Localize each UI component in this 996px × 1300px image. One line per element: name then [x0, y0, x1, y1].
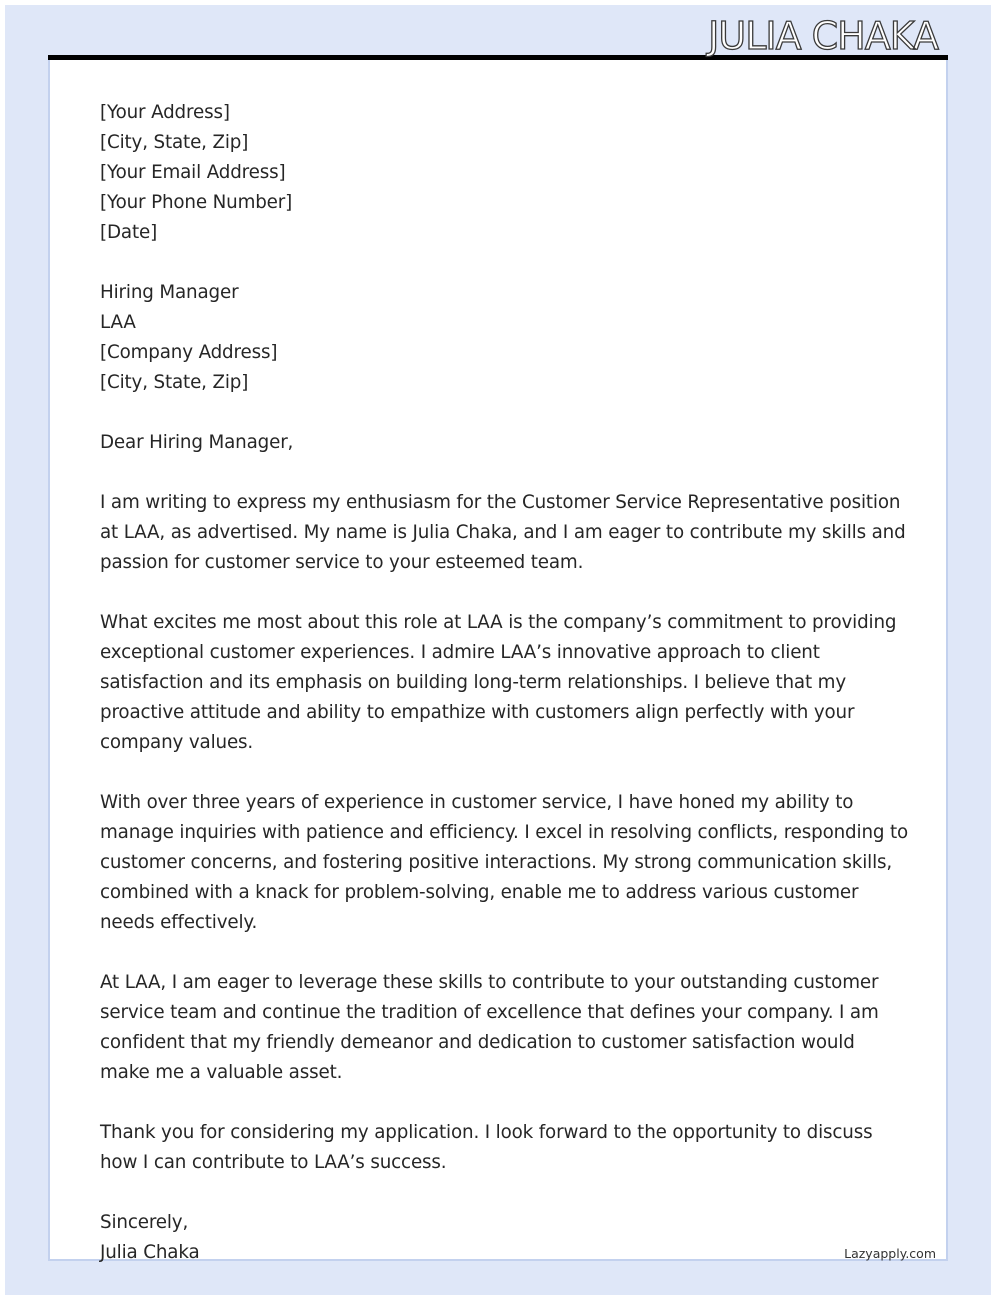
valediction: Sincerely,: [100, 1212, 189, 1233]
applicant-name-header: JULIA CHAKA: [708, 14, 938, 58]
sender-address: [Your Address]: [100, 102, 230, 123]
footer-watermark: Lazyapply.com: [844, 1246, 936, 1261]
recipient-title: Hiring Manager: [100, 282, 239, 303]
paragraph-closing: Thank you for considering my application. I look forward to the opportunity to discuss how I can contribute to LAA’s success.: [100, 1122, 873, 1173]
letter-date: [Date]: [100, 222, 158, 243]
paragraph-experience: With over three years of experience in customer service, I have honed my ability to manage inquiries with patience and efficiency. I excel in resolving conflicts, responding to customer concerns, and fostering positive interactions. My strong communication skills, combined with a knack for problem-solving, enable me to address various customer needs effectively.: [100, 792, 909, 933]
sender-phone: [Your Phone Number]: [100, 192, 293, 213]
recipient-city: [City, State, Zip]: [100, 372, 249, 393]
salutation: Dear Hiring Manager,: [100, 432, 294, 453]
signature-name: Julia Chaka: [100, 1242, 200, 1263]
closing-block: [100, 1208, 896, 1268]
paragraph-motivation: What excites me most about this role at LAA is the company’s commitment to providing exceptional customer experiences. I admire LAA’s innovative approach to client satisfaction and its emphasis on building long-term relationships. I believe that my proactive attitude and ability to empathize with customers align perfectly with your company values.: [100, 612, 897, 753]
paragraph-intro: I am writing to express my enthusiasm for the Customer Service Representative position at LAA, as advertised. My name is Julia Chaka, and I am eager to contribute my skills and passion for customer service to your esteemed team.: [100, 492, 906, 573]
recipient-address: [Company Address]: [100, 342, 278, 363]
recipient-company: LAA: [100, 312, 136, 333]
paragraph-contribution: At LAA, I am eager to leverage these skills to contribute to your outstanding customer service team and continue the tradition of excellence that defines your company. I am confident that my friendly demeanor and dedication to customer satisfaction would make me a valuable asset.: [100, 972, 879, 1083]
sender-city: [City, State, Zip]: [100, 132, 249, 153]
recipient-block: [100, 278, 896, 398]
cover-letter-body: [100, 98, 909, 1268]
sender-email: [Your Email Address]: [100, 162, 286, 183]
sender-block: [100, 98, 896, 248]
